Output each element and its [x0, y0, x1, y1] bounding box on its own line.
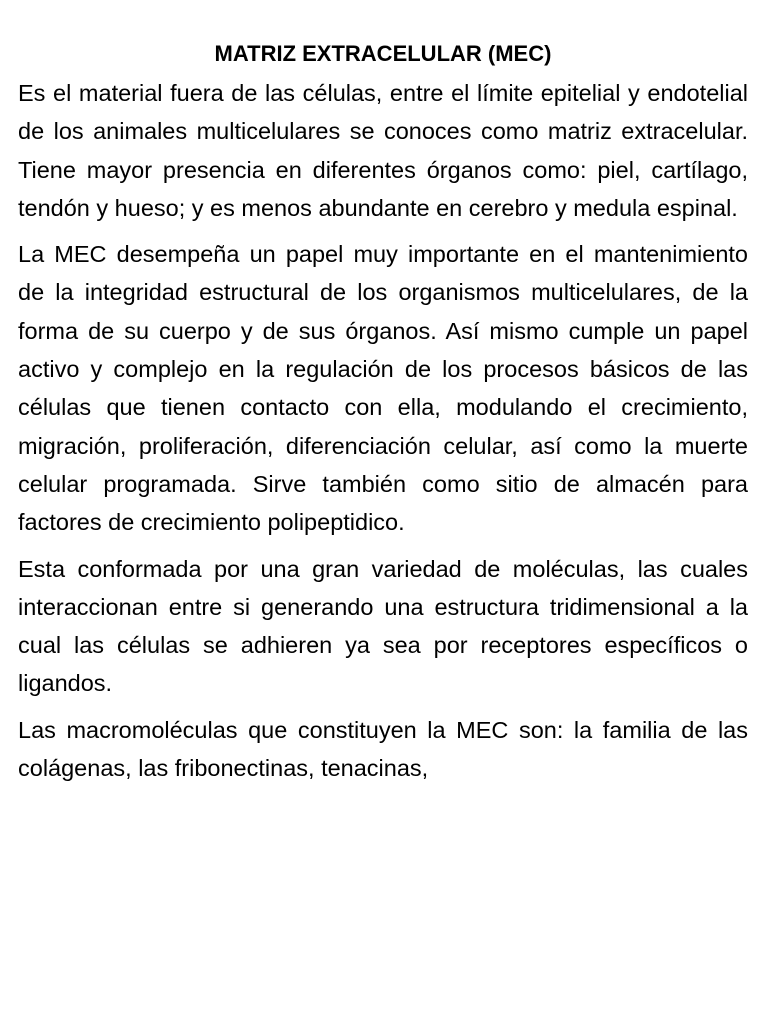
paragraph-composition: Esta conformada por una gran variedad de moléculas, las cuales interaccionan entre si generando una estructura tridimensional a la cual las células se adhieren ya sea por receptores específicos o ligandos.	[18, 555, 748, 697]
document-page	[18, 36, 748, 795]
document-title: MATRIZ EXTRACELULAR (MEC)	[214, 41, 552, 66]
paragraph-macromolecules: Las macromoléculas que constituyen la MEC son: la familia de las colágenas, las fribonectinas, tenacinas,	[18, 716, 748, 782]
paragraph-function: La MEC desempeña un papel muy importante en el mantenimiento de la integridad estructural de los organismos multicelulares, de la forma de su cuerpo y de sus órganos. Así mismo cumple un papel activo y complejo en la regulación de los procesos básicos de las células que tienen contacto con ella, modulando el crecimiento, migración, proliferación, diferenciación celular, así como la muerte celular programada. Sirve también como sitio de almacén para factores de crecimiento polipeptidico.	[18, 241, 748, 536]
paragraph-definition: Es el material fuera de las células, entre el límite epitelial y endotelial de los animales multicelulares se conoces como matriz extracelular. Tiene mayor presencia en diferentes órganos como: piel, cartílago, tendón y hueso; y es menos abundante en cerebro y medula espinal.	[18, 80, 748, 221]
